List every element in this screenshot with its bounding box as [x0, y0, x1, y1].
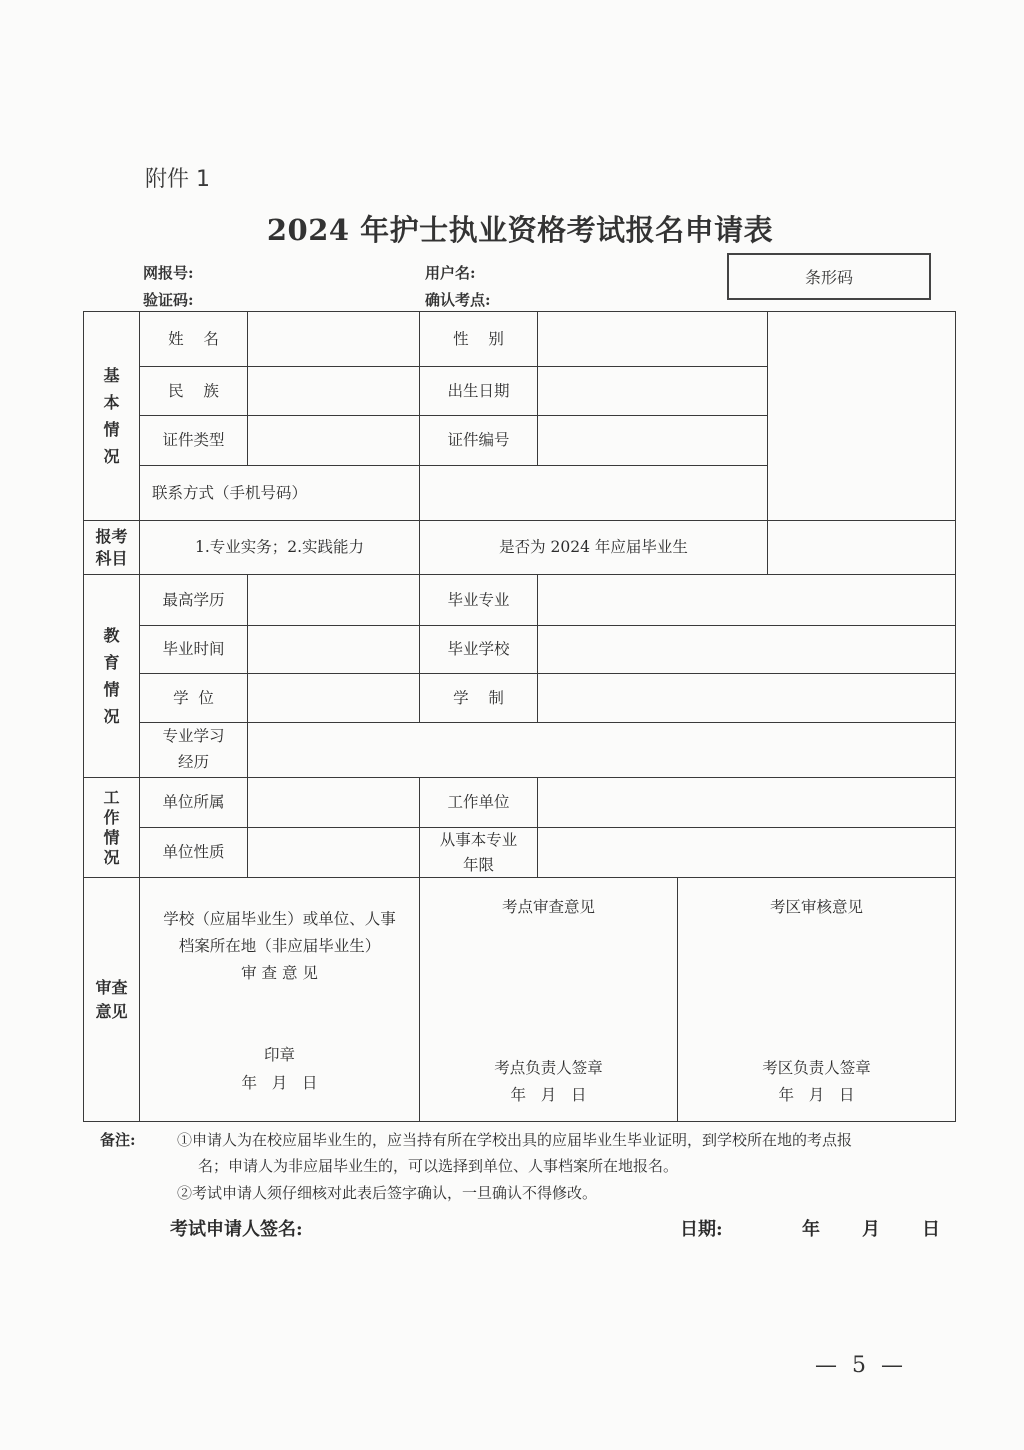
note-1-line-1: ①申请人为在校应届毕业生的，应当持有所在学校出具的应届毕业生毕业证明，到学校所在地的考点报 [177, 1131, 853, 1149]
name-field[interactable] [248, 312, 419, 366]
employer-nature-field[interactable] [248, 828, 419, 877]
applicant-signature-label: 考试申请人签名: [170, 1219, 303, 1240]
district-review-date: 年 月 日 [778, 1086, 855, 1104]
fresh-graduate-label: 是否为 2024 年应届毕业生 [499, 538, 688, 557]
contact-label: 联系方式（手机号码） [152, 483, 308, 502]
day-label: 日 [922, 1219, 940, 1240]
school-label: 毕业学校 [447, 640, 510, 659]
site-signature-label: 考点负责人签章 [494, 1059, 603, 1077]
captcha-label: 验证码: [143, 291, 194, 309]
degree-field[interactable] [248, 674, 419, 722]
gender-field[interactable] [538, 312, 767, 366]
school-review-date: 年 月 日 [241, 1074, 318, 1092]
degree-label: 学 位 [173, 688, 214, 707]
id-number-field[interactable] [538, 416, 767, 465]
affiliation-label: 单位所属 [162, 793, 225, 812]
years-in-field-label: 从事本专业 年限 [439, 830, 518, 874]
birthdate-label: 出生日期 [447, 381, 510, 400]
study-history-field[interactable] [248, 723, 955, 777]
graduation-time-label: 毕业时间 [162, 640, 225, 659]
highest-education-field[interactable] [248, 575, 419, 625]
seal-label: 印章 [263, 1046, 295, 1064]
fresh-graduate-field[interactable] [768, 521, 955, 574]
site-review-heading: 考点审查意见 [501, 898, 595, 916]
school-review-heading: 学校（应届毕业生）或单位、人事 档案所在地（非应届毕业生） 审 查 意 见 [163, 910, 396, 983]
school-field[interactable] [538, 626, 955, 673]
program-length-label: 学 制 [453, 688, 504, 707]
barcode-box [727, 253, 931, 300]
year-label: 年 [802, 1219, 820, 1240]
exam-site-label: 确认考点: [425, 291, 491, 309]
ethnicity-field[interactable] [248, 367, 419, 415]
highest-education-label: 最高学历 [162, 590, 225, 609]
id-number-label: 证件编号 [447, 431, 510, 450]
id-type-field[interactable] [248, 416, 419, 465]
section-subject: 报考 科目 [95, 526, 128, 568]
site-review-date: 年 月 日 [510, 1086, 587, 1104]
month-label: 月 [862, 1219, 880, 1240]
section-work: 工 作 情 况 [103, 787, 120, 867]
notes-label: 备注: [100, 1131, 136, 1149]
major-label: 毕业专业 [447, 590, 510, 609]
district-signature-label: 考区负责人签章 [762, 1059, 871, 1077]
section-education: 教 育 情 况 [103, 625, 120, 727]
affiliation-field[interactable] [248, 778, 419, 827]
district-review-heading: 考区审核意见 [769, 898, 863, 916]
subjects-text: 1.专业实务；2.实践能力 [194, 538, 365, 557]
net-no-label: 网报号: [143, 264, 194, 282]
years-in-field-field[interactable] [538, 828, 955, 877]
study-history-label: 专业学习 经历 [162, 727, 225, 771]
contact-field[interactable] [420, 466, 767, 520]
page-number: — 5 — [815, 1353, 907, 1378]
program-length-field[interactable] [538, 674, 955, 722]
section-review: 审查 意见 [95, 977, 128, 1021]
birthdate-field[interactable] [538, 367, 767, 415]
ethnicity-label: 民 族 [168, 381, 219, 400]
graduation-time-field[interactable] [248, 626, 419, 673]
note-1-line-2: 名；申请人为非应届毕业生的，可以选择到单位、人事档案所在地报名。 [198, 1157, 679, 1175]
note-2: ②考试申请人须仔细核对此表后签字确认，一旦确认不得修改。 [177, 1184, 598, 1202]
id-type-label: 证件类型 [162, 431, 225, 450]
signature-date-label: 日期: [680, 1219, 723, 1240]
attachment-label: 附件 1 [145, 167, 210, 192]
gender-label: 性 别 [453, 329, 504, 348]
employer-field[interactable] [538, 778, 955, 827]
major-field[interactable] [538, 575, 955, 625]
username-label: 用户名: [425, 264, 476, 282]
barcode-label: 条形码 [804, 268, 853, 287]
employer-label: 工作单位 [447, 793, 510, 812]
section-basic-info: 基 本 情 况 [103, 365, 120, 467]
employer-nature-label: 单位性质 [162, 843, 225, 862]
form-title: 2024 年护士执业资格考试报名申请表 [266, 213, 774, 247]
name-label: 姓 名 [168, 329, 219, 348]
